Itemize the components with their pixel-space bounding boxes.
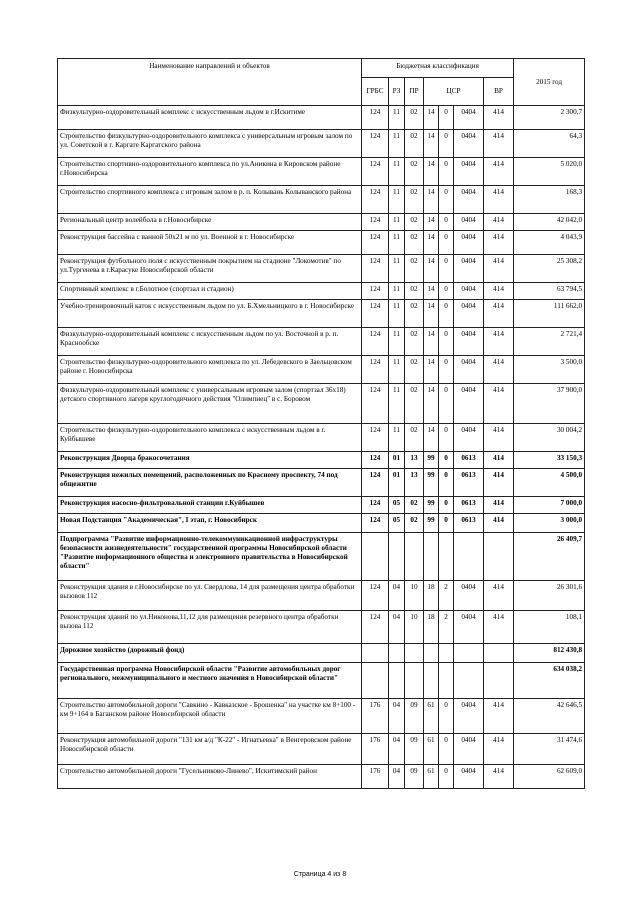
cell-pr: 02 bbox=[405, 356, 424, 384]
cell-pr: 02 bbox=[405, 186, 424, 214]
cell-rz: 04 bbox=[389, 699, 405, 734]
cell-csr-3 bbox=[454, 644, 484, 663]
cell-name: Строительство физкультурно-оздоровительного комплекса с универсальным игровым залом по ул. Советской в г. Каргате Каргатского района bbox=[58, 130, 362, 158]
cell-rz: 05 bbox=[389, 497, 405, 514]
cell-pr bbox=[405, 663, 424, 699]
cell-csr-2: 0 bbox=[439, 356, 454, 384]
cell-csr-2: 0 bbox=[439, 765, 454, 789]
cell-vr: 414 bbox=[484, 581, 514, 611]
cell-csr-1: 99 bbox=[424, 469, 439, 497]
cell-csr-2: 0 bbox=[439, 158, 454, 186]
cell-csr-3: 0404 bbox=[454, 581, 484, 611]
cell-csr-1: 14 bbox=[424, 424, 439, 452]
header-vr: ВР bbox=[484, 78, 514, 106]
table-row bbox=[58, 106, 585, 130]
cell-csr-2: 0 bbox=[439, 469, 454, 497]
cell-amount: 33 150,3 bbox=[514, 452, 585, 469]
cell-csr-3: 0404 bbox=[454, 255, 484, 283]
cell-pr: 02 bbox=[405, 283, 424, 300]
cell-amount: 2 300,7 bbox=[514, 106, 585, 130]
cell-name: Физкультурно-оздоровительный комплекс с искусственным льдом по ул. Восточной в р. п. Краснообске bbox=[58, 328, 362, 356]
cell-vr: 414 bbox=[484, 424, 514, 452]
cell-csr-3: 0404 bbox=[454, 384, 484, 424]
cell-name: Государственная программа Новосибирской области "Развитие автомобильных дорог регионального, межмуниципального и местного значения в Новосибирской области" bbox=[58, 663, 362, 699]
cell-pr: 02 bbox=[405, 231, 424, 255]
cell-grbs: 124 bbox=[362, 300, 389, 328]
cell-csr-3: 0404 bbox=[454, 106, 484, 130]
cell-csr-3: 0613 bbox=[454, 469, 484, 497]
cell-csr-1: 14 bbox=[424, 328, 439, 356]
cell-amount: 64,3 bbox=[514, 130, 585, 158]
cell-csr-3 bbox=[454, 663, 484, 699]
cell-vr bbox=[484, 644, 514, 663]
cell-vr: 414 bbox=[484, 384, 514, 424]
table-row bbox=[58, 734, 585, 765]
cell-pr: 13 bbox=[405, 452, 424, 469]
cell-grbs bbox=[362, 663, 389, 699]
cell-grbs: 124 bbox=[362, 497, 389, 514]
cell-csr-2: 2 bbox=[439, 581, 454, 611]
table-row bbox=[58, 644, 585, 663]
header-rz: РЗ bbox=[389, 78, 405, 106]
cell-name: Строительство физкультурно-оздоровительного комплекса с искусственным льдом в г. Куйбышеве bbox=[58, 424, 362, 452]
cell-vr bbox=[484, 533, 514, 581]
cell-rz: 04 bbox=[389, 765, 405, 789]
cell-csr-3: 0613 bbox=[454, 452, 484, 469]
cell-pr: 10 bbox=[405, 611, 424, 644]
cell-csr-1: 14 bbox=[424, 186, 439, 214]
table-row bbox=[58, 497, 585, 514]
table-row bbox=[58, 611, 585, 644]
cell-csr-2: 0 bbox=[439, 497, 454, 514]
cell-amount: 2 721,4 bbox=[514, 328, 585, 356]
cell-pr: 13 bbox=[405, 469, 424, 497]
cell-csr-3: 0404 bbox=[454, 765, 484, 789]
table-row bbox=[58, 130, 585, 158]
cell-amount: 634 038,2 bbox=[514, 663, 585, 699]
cell-pr: 09 bbox=[405, 699, 424, 734]
cell-pr: 02 bbox=[405, 255, 424, 283]
cell-grbs: 176 bbox=[362, 699, 389, 734]
cell-amount: 108,1 bbox=[514, 611, 585, 644]
cell-amount: 63 794,5 bbox=[514, 283, 585, 300]
cell-pr: 02 bbox=[405, 214, 424, 231]
cell-csr-1: 14 bbox=[424, 214, 439, 231]
cell-vr: 414 bbox=[484, 611, 514, 644]
cell-csr-1: 99 bbox=[424, 514, 439, 533]
cell-name: Подпрограмма "Развитие информационно-телекоммуникационной инфраструктуры безопасности жизнедеятельности" государственной программы Новосибирской области "Развитие информационного общества и электронного правительства в Новосибирской области" bbox=[58, 533, 362, 581]
cell-rz: 11 bbox=[389, 328, 405, 356]
cell-rz: 01 bbox=[389, 452, 405, 469]
cell-csr-2: 0 bbox=[439, 255, 454, 283]
cell-pr: 09 bbox=[405, 734, 424, 765]
cell-amount: 812 430,8 bbox=[514, 644, 585, 663]
table-row bbox=[58, 283, 585, 300]
cell-name: Физкультурно-оздоровительный комплекс с искусственным льдом в г.Искитиме bbox=[58, 106, 362, 130]
cell-amount: 111 662,0 bbox=[514, 300, 585, 328]
cell-amount: 7 000,0 bbox=[514, 497, 585, 514]
cell-grbs: 124 bbox=[362, 581, 389, 611]
cell-csr-2: 0 bbox=[439, 300, 454, 328]
cell-grbs: 124 bbox=[362, 514, 389, 533]
table-row bbox=[58, 514, 585, 533]
cell-csr-3: 0404 bbox=[454, 328, 484, 356]
cell-csr-2: 0 bbox=[439, 452, 454, 469]
cell-csr-1: 18 bbox=[424, 611, 439, 644]
table-row bbox=[58, 765, 585, 789]
cell-csr-3: 0404 bbox=[454, 283, 484, 300]
cell-name: Реконструкция зданий по ул.Никонова,11,12 для размещения резервного центра обработки вызова 112 bbox=[58, 611, 362, 644]
table-row bbox=[58, 581, 585, 611]
cell-amount: 62 609,0 bbox=[514, 765, 585, 789]
cell-rz: 11 bbox=[389, 130, 405, 158]
cell-csr-1: 61 bbox=[424, 699, 439, 734]
cell-csr-1: 18 bbox=[424, 581, 439, 611]
cell-csr-1: 14 bbox=[424, 130, 439, 158]
cell-name: Реконструкция бассейна с ванной 50х21 м по ул. Военной в г. Новосибирске bbox=[58, 231, 362, 255]
cell-csr-2: 0 bbox=[439, 328, 454, 356]
cell-rz bbox=[389, 644, 405, 663]
cell-csr-3: 0613 bbox=[454, 497, 484, 514]
cell-csr-1 bbox=[424, 644, 439, 663]
cell-csr-2: 0 bbox=[439, 283, 454, 300]
cell-rz: 11 bbox=[389, 384, 405, 424]
cell-csr-1: 14 bbox=[424, 283, 439, 300]
cell-csr-3: 0404 bbox=[454, 214, 484, 231]
cell-csr-3: 0404 bbox=[454, 158, 484, 186]
cell-rz: 01 bbox=[389, 469, 405, 497]
cell-csr-3: 0404 bbox=[454, 611, 484, 644]
cell-name: Реконструкция нежилых помещений, расположенных по Красному проспекту, 74 под общежитие bbox=[58, 469, 362, 497]
cell-csr-1: 99 bbox=[424, 452, 439, 469]
cell-vr: 414 bbox=[484, 469, 514, 497]
cell-csr-1: 14 bbox=[424, 384, 439, 424]
cell-rz: 11 bbox=[389, 255, 405, 283]
cell-rz: 11 bbox=[389, 158, 405, 186]
cell-csr-1: 14 bbox=[424, 106, 439, 130]
cell-vr: 414 bbox=[484, 300, 514, 328]
cell-pr bbox=[405, 533, 424, 581]
cell-grbs: 124 bbox=[362, 452, 389, 469]
cell-csr-2 bbox=[439, 644, 454, 663]
cell-amount: 4 043,9 bbox=[514, 231, 585, 255]
table-row bbox=[58, 158, 585, 186]
cell-grbs: 124 bbox=[362, 231, 389, 255]
cell-csr-3: 0404 bbox=[454, 231, 484, 255]
header-pr: ПР bbox=[405, 78, 424, 106]
cell-csr-2 bbox=[439, 663, 454, 699]
cell-grbs: 124 bbox=[362, 328, 389, 356]
cell-rz: 04 bbox=[389, 734, 405, 765]
cell-amount: 31 474,6 bbox=[514, 734, 585, 765]
table-row bbox=[58, 469, 585, 497]
cell-grbs: 124 bbox=[362, 214, 389, 231]
table-row bbox=[58, 186, 585, 214]
cell-pr: 02 bbox=[405, 130, 424, 158]
cell-csr-1: 61 bbox=[424, 765, 439, 789]
cell-rz: 05 bbox=[389, 514, 405, 533]
cell-csr-1: 14 bbox=[424, 300, 439, 328]
cell-rz: 04 bbox=[389, 611, 405, 644]
cell-rz: 11 bbox=[389, 106, 405, 130]
cell-csr-3: 0404 bbox=[454, 186, 484, 214]
cell-amount: 3 500,0 bbox=[514, 356, 585, 384]
cell-grbs bbox=[362, 533, 389, 581]
cell-csr-1: 61 bbox=[424, 734, 439, 765]
cell-grbs: 124 bbox=[362, 469, 389, 497]
cell-rz: 11 bbox=[389, 231, 405, 255]
cell-csr-2 bbox=[439, 533, 454, 581]
cell-csr-2: 0 bbox=[439, 106, 454, 130]
cell-rz: 11 bbox=[389, 214, 405, 231]
cell-name: Дорожное хозяйство (дорожный фонд) bbox=[58, 644, 362, 663]
cell-pr: 02 bbox=[405, 300, 424, 328]
cell-vr: 414 bbox=[484, 699, 514, 734]
cell-csr-3: 0404 bbox=[454, 356, 484, 384]
table-row bbox=[58, 424, 585, 452]
header-grbs: ГРБС bbox=[362, 78, 389, 106]
cell-vr: 414 bbox=[484, 497, 514, 514]
table-row bbox=[58, 231, 585, 255]
page-number: Страница 4 из 8 bbox=[293, 871, 347, 878]
cell-name: Строительство физкультурно-оздоровительного комплекса по ул. Лебедевского в Заельцовском районе г. Новосибирска bbox=[58, 356, 362, 384]
table-row bbox=[58, 699, 585, 734]
cell-rz bbox=[389, 663, 405, 699]
cell-pr: 02 bbox=[405, 106, 424, 130]
cell-name: Реконструкция Дворца бракосочетания bbox=[58, 452, 362, 469]
cell-csr-1: 14 bbox=[424, 255, 439, 283]
cell-csr-3: 0404 bbox=[454, 300, 484, 328]
cell-vr: 414 bbox=[484, 356, 514, 384]
table-row bbox=[58, 300, 585, 328]
cell-grbs: 124 bbox=[362, 356, 389, 384]
cell-name: Физкультурно-оздоровительный комплекс с универсальным игровым залом (спортзал 36х18) детского спортивного лагеря круглогодичного действия "Олимпиец" в с. Боровом bbox=[58, 384, 362, 424]
cell-csr-3: 0404 bbox=[454, 130, 484, 158]
cell-pr bbox=[405, 644, 424, 663]
cell-rz: 11 bbox=[389, 300, 405, 328]
cell-rz: 04 bbox=[389, 581, 405, 611]
cell-name: Учебно-тренировочный каток с искусственным льдом по ул. Б.Хмельницкого в г. Новосибирске bbox=[58, 300, 362, 328]
cell-amount: 30 004,2 bbox=[514, 424, 585, 452]
cell-csr-3 bbox=[454, 533, 484, 581]
cell-vr: 414 bbox=[484, 186, 514, 214]
cell-csr-2: 0 bbox=[439, 186, 454, 214]
cell-name: Строительство спортивно-оздоровительного комплекса по ул.Аникина в Кировском районе г.Новосибирска bbox=[58, 158, 362, 186]
cell-name: Строительство автомобильной дороги "Савкино - Кавказское - Брошенка" на участке км 8+100 - км 9+164 в Баганском районе Новосибирской области bbox=[58, 699, 362, 734]
cell-name: Реконструкция футбольного поля с искусственным покрытием на стадионе "Локомотив" по ул.Тургенева в г.Карасуке Новосибирской области bbox=[58, 255, 362, 283]
cell-grbs: 124 bbox=[362, 611, 389, 644]
cell-csr-2: 0 bbox=[439, 130, 454, 158]
cell-grbs: 124 bbox=[362, 424, 389, 452]
cell-name: Региональный центр волейбола в г.Новосибирске bbox=[58, 214, 362, 231]
cell-rz: 11 bbox=[389, 283, 405, 300]
cell-csr-2: 0 bbox=[439, 231, 454, 255]
table-row bbox=[58, 328, 585, 356]
cell-csr-2: 0 bbox=[439, 514, 454, 533]
cell-name: Новая Подстанция "Академическая", I этап, г. Новосибирск bbox=[58, 514, 362, 533]
cell-grbs: 124 bbox=[362, 186, 389, 214]
cell-name: Спортивный комплекс в г.Болотное (спортзал и стадион) bbox=[58, 283, 362, 300]
cell-amount: 42 042,0 bbox=[514, 214, 585, 231]
cell-csr-2: 0 bbox=[439, 384, 454, 424]
cell-grbs: 124 bbox=[362, 384, 389, 424]
cell-pr: 02 bbox=[405, 497, 424, 514]
table-row bbox=[58, 255, 585, 283]
table-row bbox=[58, 663, 585, 699]
cell-amount: 26 409,7 bbox=[514, 533, 585, 581]
cell-vr: 414 bbox=[484, 734, 514, 765]
table-row bbox=[58, 533, 585, 581]
cell-amount: 37 900,0 bbox=[514, 384, 585, 424]
cell-rz: 11 bbox=[389, 186, 405, 214]
cell-vr bbox=[484, 663, 514, 699]
table-row bbox=[58, 384, 585, 424]
cell-amount: 5 020,0 bbox=[514, 158, 585, 186]
cell-vr: 414 bbox=[484, 283, 514, 300]
cell-vr: 414 bbox=[484, 231, 514, 255]
cell-vr: 414 bbox=[484, 328, 514, 356]
cell-csr-1: 99 bbox=[424, 497, 439, 514]
cell-csr-2: 0 bbox=[439, 424, 454, 452]
cell-csr-2: 0 bbox=[439, 699, 454, 734]
cell-amount: 168,3 bbox=[514, 186, 585, 214]
cell-pr: 02 bbox=[405, 384, 424, 424]
cell-csr-2: 0 bbox=[439, 214, 454, 231]
cell-name: Реконструкция здания в г.Новосибирске по ул. Свердлова, 14 для размещения центра обработки вызовов 112 bbox=[58, 581, 362, 611]
cell-csr-1: 14 bbox=[424, 231, 439, 255]
cell-vr: 414 bbox=[484, 130, 514, 158]
cell-grbs: 124 bbox=[362, 283, 389, 300]
cell-amount: 26 301,6 bbox=[514, 581, 585, 611]
cell-rz: 11 bbox=[389, 356, 405, 384]
header-budget-class: Бюджетная классификация bbox=[362, 59, 514, 78]
cell-grbs: 124 bbox=[362, 158, 389, 186]
cell-grbs bbox=[362, 644, 389, 663]
cell-csr-3: 0404 bbox=[454, 699, 484, 734]
cell-vr: 414 bbox=[484, 452, 514, 469]
cell-pr: 10 bbox=[405, 581, 424, 611]
cell-amount: 4 500,0 bbox=[514, 469, 585, 497]
cell-name: Реконструкция насосно-фильтровальной станции г.Куйбышев bbox=[58, 497, 362, 514]
cell-vr: 414 bbox=[484, 214, 514, 231]
cell-pr: 02 bbox=[405, 328, 424, 356]
cell-grbs: 176 bbox=[362, 765, 389, 789]
cell-vr: 414 bbox=[484, 158, 514, 186]
cell-csr-3: 0404 bbox=[454, 734, 484, 765]
cell-csr-1 bbox=[424, 533, 439, 581]
cell-csr-1 bbox=[424, 663, 439, 699]
cell-grbs: 124 bbox=[362, 255, 389, 283]
table-row bbox=[58, 452, 585, 469]
cell-csr-3: 0404 bbox=[454, 424, 484, 452]
cell-pr: 09 bbox=[405, 765, 424, 789]
cell-rz bbox=[389, 533, 405, 581]
cell-csr-2: 2 bbox=[439, 611, 454, 644]
cell-grbs: 124 bbox=[362, 106, 389, 130]
table-body bbox=[58, 106, 585, 789]
cell-grbs: 124 bbox=[362, 130, 389, 158]
header-name: Наименование направлений и объектов bbox=[58, 59, 362, 106]
cell-pr: 02 bbox=[405, 514, 424, 533]
cell-csr-3: 0613 bbox=[454, 514, 484, 533]
cell-amount: 25 308,2 bbox=[514, 255, 585, 283]
cell-vr: 414 bbox=[484, 106, 514, 130]
header-year: 2015 год bbox=[514, 59, 585, 106]
cell-vr: 414 bbox=[484, 255, 514, 283]
table-row bbox=[58, 356, 585, 384]
header-csr: ЦСР bbox=[424, 78, 484, 106]
table-row bbox=[58, 214, 585, 231]
cell-pr: 02 bbox=[405, 158, 424, 186]
cell-name: Строительство спортивного комплекса с игровым залом в р. п. Колывань Колыванского района bbox=[58, 186, 362, 214]
cell-csr-1: 14 bbox=[424, 158, 439, 186]
cell-name: Строительство автомобильной дороги "Гусельниково-Линево", Искитимский район bbox=[58, 765, 362, 789]
cell-csr-2: 0 bbox=[439, 734, 454, 765]
cell-csr-1: 14 bbox=[424, 356, 439, 384]
cell-grbs: 176 bbox=[362, 734, 389, 765]
cell-amount: 42 646,5 bbox=[514, 699, 585, 734]
cell-name: Реконструкция автомобильной дороги "131 км а/д "К-22" - Игнатьевка" в Венгеровском районе Новосибирской области bbox=[58, 734, 362, 765]
cell-rz: 11 bbox=[389, 424, 405, 452]
cell-amount: 3 000,0 bbox=[514, 514, 585, 533]
cell-vr: 414 bbox=[484, 765, 514, 789]
cell-pr: 02 bbox=[405, 424, 424, 452]
cell-vr: 414 bbox=[484, 514, 514, 533]
budget-table bbox=[57, 58, 585, 789]
